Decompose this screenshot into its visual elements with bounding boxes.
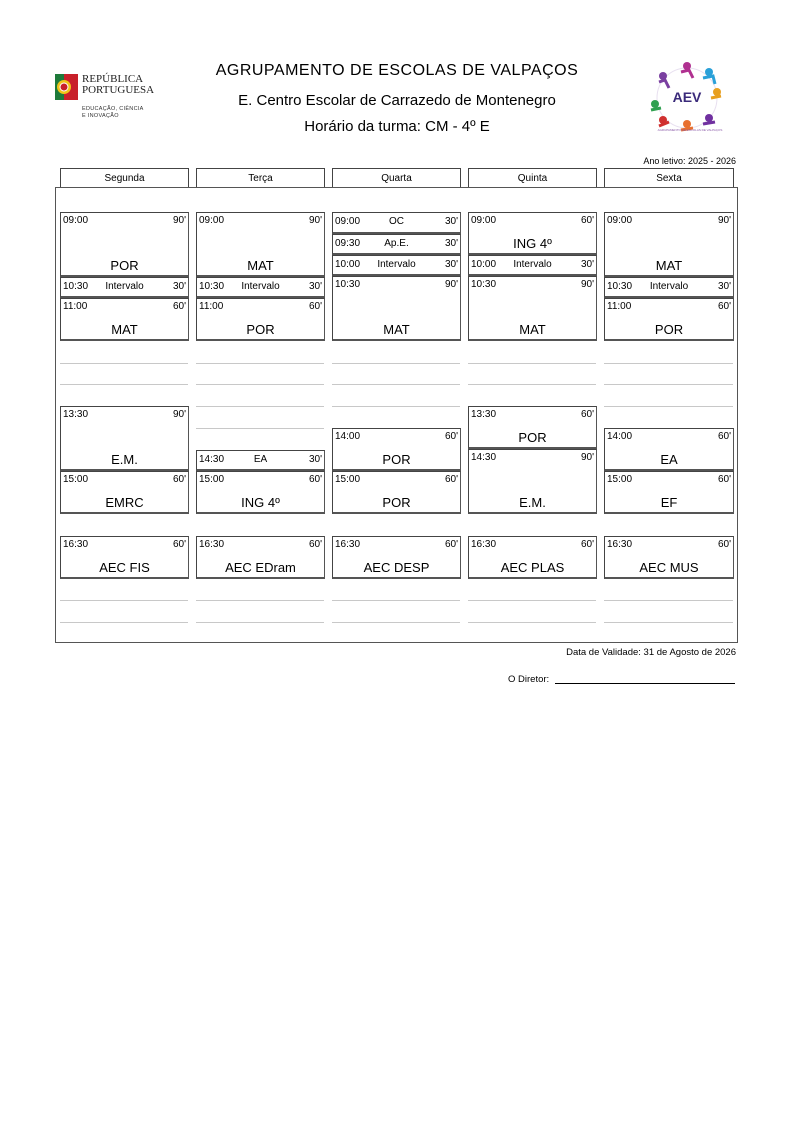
lesson-block [196, 536, 325, 579]
lesson-duration: 90' [308, 215, 322, 226]
lesson-time: 14:00 [335, 431, 361, 442]
center-name: E. Centro Escolar de Carrazedo de Montenegro [238, 92, 556, 109]
lesson-time: 10:30 [199, 281, 225, 292]
lesson-time: 14:30 [199, 454, 225, 465]
lesson-time: 10:30 [335, 279, 361, 290]
lesson-duration: 60' [444, 474, 458, 485]
lesson-subject: POR [654, 322, 684, 337]
aev-logo-text: AEV [672, 89, 702, 105]
lesson-subject: MAT [519, 322, 546, 337]
lesson-duration: 60' [717, 474, 731, 485]
lesson-subject: Ap.E. [384, 238, 409, 249]
lesson-duration: 30' [308, 281, 322, 292]
lesson-subject: POR [246, 322, 275, 337]
lesson-duration: 90' [580, 452, 594, 463]
lesson-block [60, 536, 189, 579]
lesson-subject: Intervalo [649, 281, 689, 292]
lesson-subject: MAT [111, 322, 138, 337]
lesson-duration: 90' [717, 215, 731, 226]
lesson-duration: 60' [172, 301, 186, 312]
lesson-duration: 60' [717, 301, 731, 312]
lesson-block [604, 298, 734, 341]
lesson-time: 13:30 [471, 409, 497, 420]
lesson-block [604, 428, 734, 471]
lesson-duration: 60' [444, 431, 458, 442]
lesson-block [196, 212, 325, 277]
lesson-subject: AEC PLAS [500, 560, 565, 575]
lesson-time: 15:00 [199, 474, 225, 485]
lesson-duration: 90' [580, 279, 594, 290]
lesson-duration: 30' [444, 259, 458, 270]
break-block [60, 277, 189, 298]
lesson-time: 09:00 [335, 216, 361, 227]
lesson-subject: AEC MUS [639, 560, 699, 575]
lesson-duration: 60' [172, 474, 186, 485]
lesson-time: 10:30 [471, 279, 497, 290]
lesson-time: 14:30 [471, 452, 497, 463]
lesson-subject: MAT [247, 258, 274, 273]
validity-date: Data de Validade: 31 de Agosto de 2026 [566, 647, 736, 658]
lesson-time: 15:00 [63, 474, 89, 485]
lesson-time: 16:30 [607, 539, 633, 550]
lesson-subject: EA [660, 452, 678, 467]
lesson-subject: ING 4º [513, 236, 552, 251]
lesson-block [332, 428, 461, 471]
class-label: Horário da turma: CM - 4º E [304, 118, 490, 135]
lesson-time: 16:30 [471, 539, 497, 550]
lesson-block [60, 212, 189, 277]
tab-quarta: Quarta [332, 168, 461, 188]
lesson-block [468, 406, 597, 449]
director-signature-line [555, 683, 735, 684]
lesson-block [196, 471, 325, 514]
lesson-subject: Intervalo [241, 281, 280, 292]
lesson-time: 13:30 [63, 409, 89, 420]
lesson-duration: 30' [308, 454, 322, 465]
lesson-subject: Intervalo [377, 259, 416, 270]
lesson-subject: POR [110, 258, 139, 273]
logo-line2: PORTUGUESA [82, 84, 155, 96]
tab-segunda: Segunda [60, 168, 189, 188]
lesson-subject: POR [382, 452, 411, 467]
break-block [196, 277, 325, 298]
lesson-block [604, 536, 734, 579]
lesson-subject: OC [389, 216, 404, 227]
lesson-duration: 60' [172, 539, 186, 550]
lesson-block [468, 449, 597, 514]
school-title: AGRUPAMENTO DE ESCOLAS DE VALPAÇOS [215, 62, 579, 79]
lesson-subject: Intervalo [513, 259, 552, 270]
lesson-block [332, 234, 461, 255]
lesson-time: 15:00 [607, 474, 633, 485]
lesson-duration: 30' [580, 259, 594, 270]
lesson-time: 11:00 [199, 301, 224, 312]
director-label: O Diretor: [508, 674, 550, 685]
lesson-duration: 30' [444, 216, 458, 227]
lesson-block [468, 536, 597, 579]
lesson-subject: MAT [383, 322, 410, 337]
tab-quinta: Quinta [468, 168, 597, 188]
lesson-subject: POR [518, 430, 547, 445]
lesson-duration: 60' [580, 409, 594, 420]
lesson-subject: AEC EDram [225, 560, 296, 575]
break-block [604, 277, 734, 298]
lesson-subject: POR [382, 495, 411, 510]
lesson-duration: 60' [580, 215, 594, 226]
lesson-duration: 30' [444, 238, 458, 249]
lesson-block [60, 406, 189, 471]
lesson-duration: 60' [717, 431, 731, 442]
tab-terca: Terça [196, 168, 325, 188]
logo-line4: E INOVAÇÃO [82, 113, 119, 119]
lesson-duration: 60' [308, 301, 322, 312]
lesson-duration: 60' [308, 474, 322, 485]
lesson-subject: E.M. [111, 452, 138, 467]
lesson-time: 09:00 [471, 215, 497, 226]
lesson-time: 11:00 [607, 301, 632, 312]
lesson-time: 10:00 [335, 259, 361, 270]
lesson-time: 09:30 [335, 238, 361, 249]
lesson-duration: 60' [444, 539, 458, 550]
lesson-duration: 90' [444, 279, 458, 290]
lesson-block [332, 276, 461, 341]
lesson-time: 11:00 [63, 301, 88, 312]
school-year: Ano letivo: 2025 - 2026 [643, 156, 736, 166]
lesson-time: 15:00 [335, 474, 361, 485]
lesson-block [60, 298, 189, 341]
lesson-time: 16:30 [335, 539, 361, 550]
lesson-block [60, 471, 189, 514]
lesson-block [468, 276, 597, 341]
lesson-duration: 60' [308, 539, 322, 550]
lesson-duration: 90' [172, 215, 186, 226]
lesson-time: 16:30 [63, 539, 89, 550]
lesson-duration: 30' [717, 281, 731, 292]
lesson-subject: EMRC [105, 495, 144, 510]
lesson-duration: 30' [172, 281, 186, 292]
tab-sexta: Sexta [604, 168, 734, 188]
aev-logo-icon [643, 58, 733, 138]
lesson-subject: AEC DESP [363, 560, 430, 575]
lesson-subject: Intervalo [105, 281, 144, 292]
lesson-block [196, 298, 325, 341]
lesson-time: 10:30 [63, 281, 89, 292]
lesson-block [332, 212, 461, 234]
lesson-block [332, 536, 461, 579]
aev-logo-ring-text: AGRUPAMENTO DE ESCOLAS DE VALPAÇOS [657, 128, 723, 132]
logo-line1: REPÚBLICA [82, 73, 144, 85]
lesson-duration: 60' [717, 539, 731, 550]
lesson-duration: 60' [580, 539, 594, 550]
lesson-subject: AEC FIS [99, 560, 150, 575]
lesson-time: 09:00 [63, 215, 89, 226]
lesson-time: 10:30 [607, 281, 633, 292]
lesson-block [604, 471, 734, 514]
lesson-subject: EA [253, 454, 268, 465]
lesson-subject: ING 4º [241, 495, 280, 510]
lesson-time: 09:00 [199, 215, 225, 226]
logo-line3: EDUCAÇÃO, CIÊNCIA [82, 106, 144, 112]
lesson-block [196, 450, 325, 471]
lesson-subject: E.M. [519, 495, 546, 510]
break-block [332, 255, 461, 276]
lesson-subject: MAT [655, 258, 683, 273]
lesson-time: 14:00 [607, 431, 633, 442]
lesson-time: 09:00 [607, 215, 633, 226]
break-block [468, 255, 597, 276]
lesson-time: 10:00 [471, 259, 497, 270]
lesson-subject: EF [660, 495, 678, 510]
lesson-duration: 90' [172, 409, 186, 420]
lesson-time: 16:30 [199, 539, 225, 550]
lesson-block [332, 471, 461, 514]
lesson-block [604, 212, 734, 277]
lesson-block [468, 212, 597, 255]
